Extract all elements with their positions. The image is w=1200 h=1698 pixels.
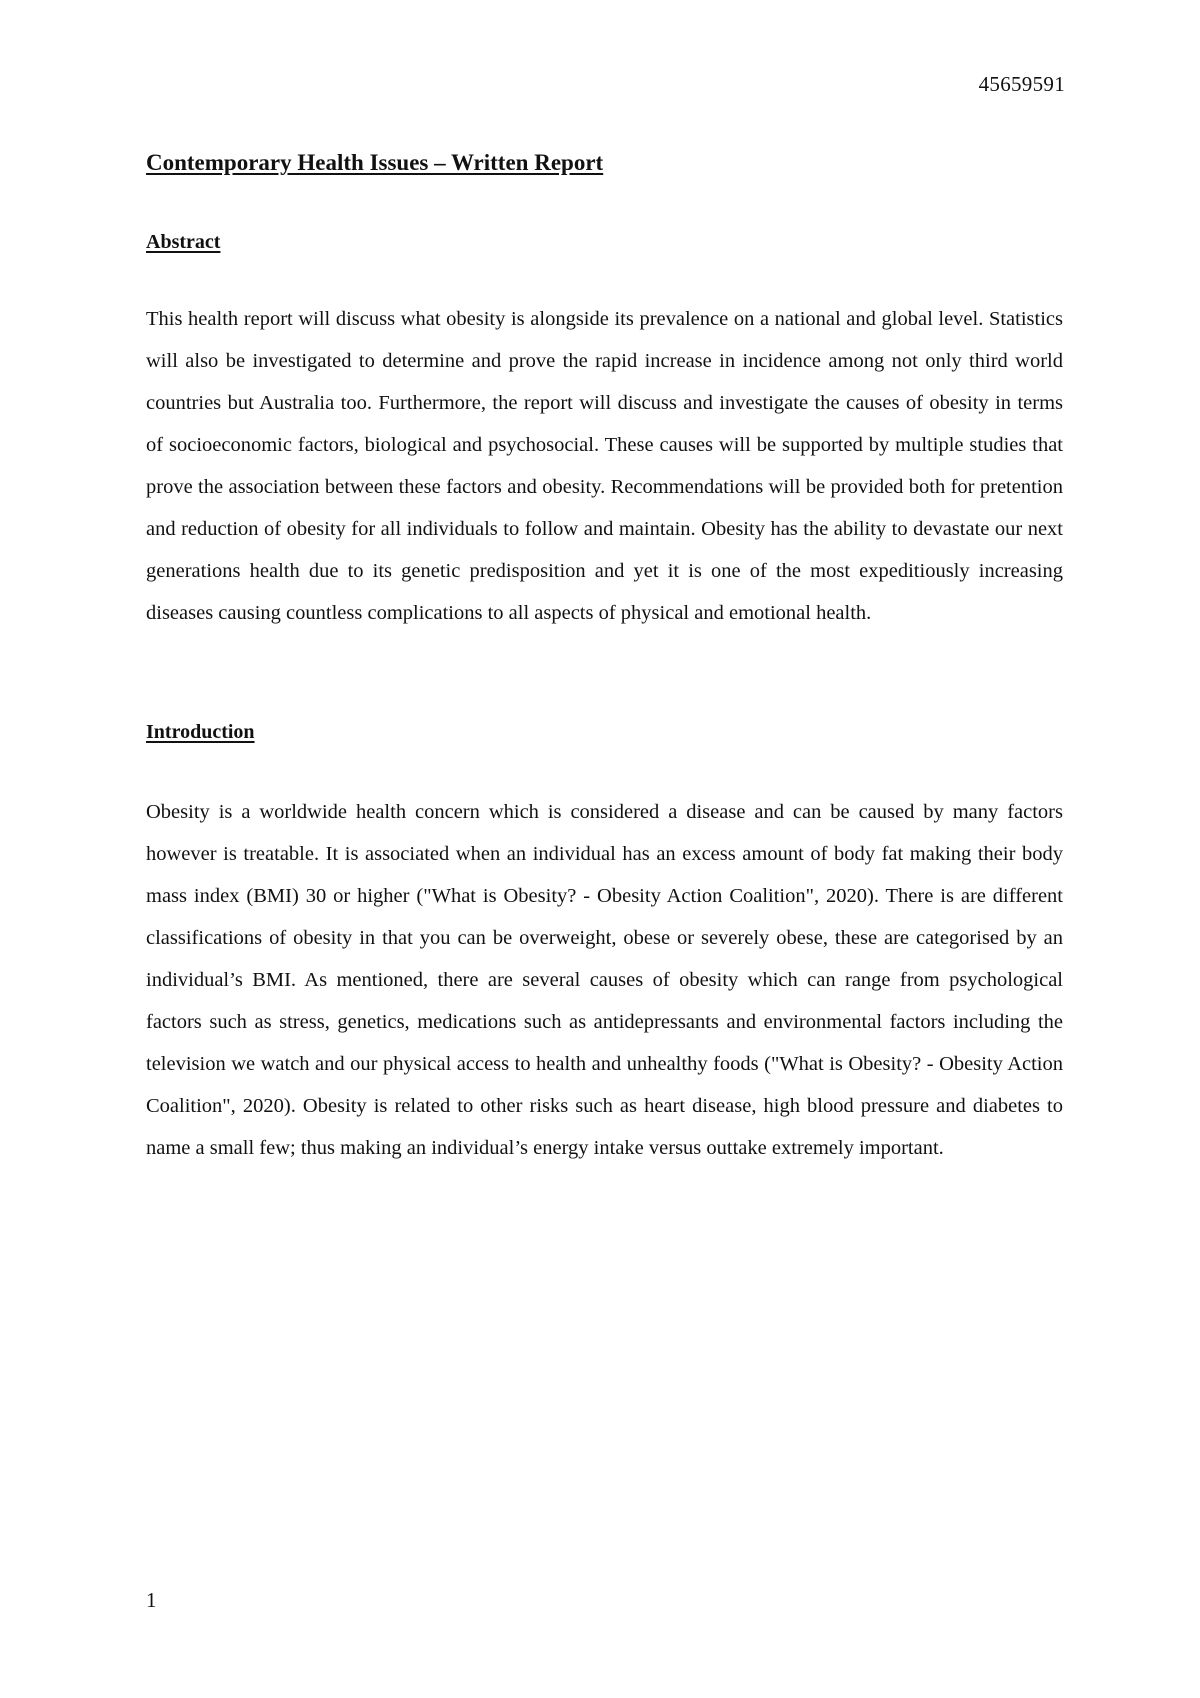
document-content	[146, 146, 1063, 1169]
abstract-heading: Abstract	[146, 231, 221, 253]
abstract-paragraph: This health report will discuss what obesity is alongside its prevalence on a national and global level. Statistics will also be investigated to determine and prove the rapid increase in incidence among not only third world countries but Australia too. Furthermore, the report will discuss and investigate the causes of obesity in terms of socioeconomic factors, biological and psychosocial. These causes will be supported by multiple studies that prove the association between these factors and obesity. Recommendations will be provided both for pretention and reduction of obesity for all individuals to follow and maintain. Obesity has the ability to devastate our next generations health due to its genetic predisposition and yet it is one of the most expeditiously increasing diseases causing countless complications to all aspects of physical and emotional health.	[146, 308, 1063, 624]
page-number: 1	[146, 1588, 157, 1612]
student-id: 45659591	[978, 72, 1065, 96]
introduction-paragraph: Obesity is a worldwide health concern which is considered a disease and can be caused by many factors however is treatable. It is associated when an individual has an excess amount of body fat making their body mass index (BMI) 30 or higher ("What is Obesity? - Obesity Action Coalition", 2020). There is are different classifications of obesity in that you can be overweight, obese or severely obese, these are categorised by an individual’s BMI. As mentioned, there are several causes of obesity which can range from psychological factors such as stress, genetics, medications such as antidepressants and environmental factors including the television we watch and our physical access to health and unhealthy foods ("What is Obesity? - Obesity Action Coalition", 2020). Obesity is related to other risks such as heart disease, high blood pressure and diabetes to name a small few; thus making an individual’s energy intake versus outtake extremely important.	[146, 801, 1063, 1159]
document-title: Contemporary Health Issues – Written Report	[146, 150, 604, 175]
introduction-heading: Introduction	[146, 721, 255, 743]
